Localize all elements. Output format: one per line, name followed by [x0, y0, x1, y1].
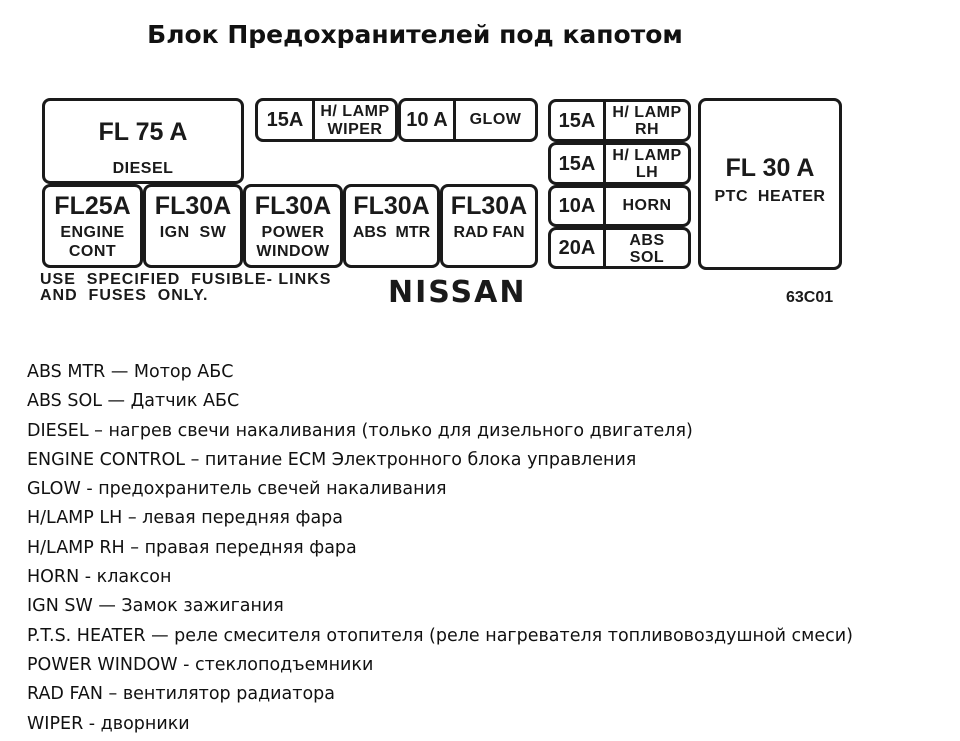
- fuse-15a-hlamp-lh: [548, 142, 691, 185]
- legend-list: [27, 358, 853, 739]
- fuse-label: ABS: [629, 231, 665, 249]
- legend-item: ENGINE CONTROL – питание ECM Электронного блока управления: [27, 449, 637, 470]
- fuse-label: H/ LAMP: [612, 104, 682, 121]
- fuse-label: H/ LAMP: [612, 147, 682, 164]
- fuse-fl25-engine-cont: [42, 184, 143, 268]
- fuse-rating: 10A: [558, 195, 596, 217]
- fuse-fl30-ptc-heater: [698, 98, 842, 270]
- fuse-label: SOL: [629, 248, 665, 266]
- fuse-label: DIESEL: [112, 160, 174, 177]
- fuse-fl30-abs-mtr: [343, 184, 440, 268]
- fuse-label: HORN: [622, 197, 672, 214]
- legend-item: P.T.S. HEATER — реле смесителя отопителя (реле нагревателя топливовоздушной смеси): [27, 625, 853, 646]
- fuse-fl30-power-window: [243, 184, 343, 268]
- legend-item: ABS MTR — Мотор АБС: [27, 362, 234, 382]
- fuse-label: H/ LAMP: [320, 103, 390, 120]
- fuse-20a-abs-sol: [548, 227, 691, 269]
- fuse-label: PTC HEATER: [714, 188, 826, 205]
- fuse-label: RAD FAN: [453, 223, 525, 241]
- legend-item: DIESEL – нагрев свечи накаливания (только для дизельного двигателя): [27, 420, 693, 441]
- fuse-label: RH: [634, 121, 660, 138]
- legend-item: H/LAMP RH – правая передняя фара: [27, 537, 357, 558]
- legend-item: H/LAMP LH – левая передняя фара: [27, 508, 344, 529]
- fuse-fl75-diesel: [42, 98, 244, 184]
- legend-item: RAD FAN – вентилятор радиатора: [27, 684, 335, 705]
- fuse-fl30-ign-sw: [143, 184, 243, 268]
- fuse-rating: FL30A: [154, 191, 232, 220]
- legend-item: IGN SW — Замок зажигания: [27, 596, 284, 617]
- fuse-15a-hlamp-rh: [548, 99, 691, 142]
- fuse-10a-horn: [548, 185, 691, 227]
- fuse-rating: FL 75 A: [98, 117, 188, 146]
- fuse-fl30-rad-fan: [440, 184, 538, 268]
- fuse-label: POWER: [261, 223, 325, 241]
- legend-item: HORN - клаксон: [27, 567, 172, 588]
- usage-note-line: USE SPECIFIED FUSIBLE- LINKS: [40, 271, 332, 288]
- fuse-rating: 15A: [558, 152, 596, 175]
- fuse-rating: FL30A: [254, 191, 332, 220]
- fuse-rating: 20A: [558, 237, 596, 259]
- fuse-rating: 10 A: [406, 109, 448, 131]
- fuse-10a-glow: [398, 98, 538, 142]
- fuse-rating: FL 30 A: [725, 153, 815, 182]
- legend-item: WIPER - дворники: [27, 713, 190, 734]
- fuse-label: CONT: [68, 242, 117, 260]
- fuse-rating: FL30A: [353, 191, 430, 220]
- fuse-label: WINDOW: [256, 242, 330, 260]
- page-title: Блок Предохранителей под капотом: [147, 20, 683, 49]
- fuse-label: ABS MTR: [352, 223, 431, 241]
- usage-note: [40, 272, 331, 304]
- legend-item: ABS SOL — Датчик АБС: [27, 391, 240, 412]
- fuse-rating: 15A: [266, 109, 304, 131]
- fuse-label: LH: [635, 164, 659, 181]
- fuse-rating: FL25A: [54, 191, 131, 220]
- legend-item: POWER WINDOW - стеклоподъемники: [27, 654, 374, 675]
- fuse-rating: FL30A: [450, 191, 528, 220]
- legend-item: GLOW - предохранитель свечей накаливания: [27, 479, 447, 500]
- fuse-label: GLOW: [469, 111, 522, 128]
- brand-logo: NISSAN: [388, 275, 527, 310]
- usage-note-line: AND FUSES ONLY.: [40, 287, 209, 304]
- fuse-label: IGN SW: [159, 223, 227, 241]
- fuse-label: ENGINE: [60, 223, 125, 241]
- diagram-code: 63C01: [786, 289, 834, 306]
- fuse-15a-wiper: [255, 98, 398, 142]
- fuse-rating: 15A: [558, 109, 596, 132]
- fuse-label: WIPER: [327, 121, 383, 138]
